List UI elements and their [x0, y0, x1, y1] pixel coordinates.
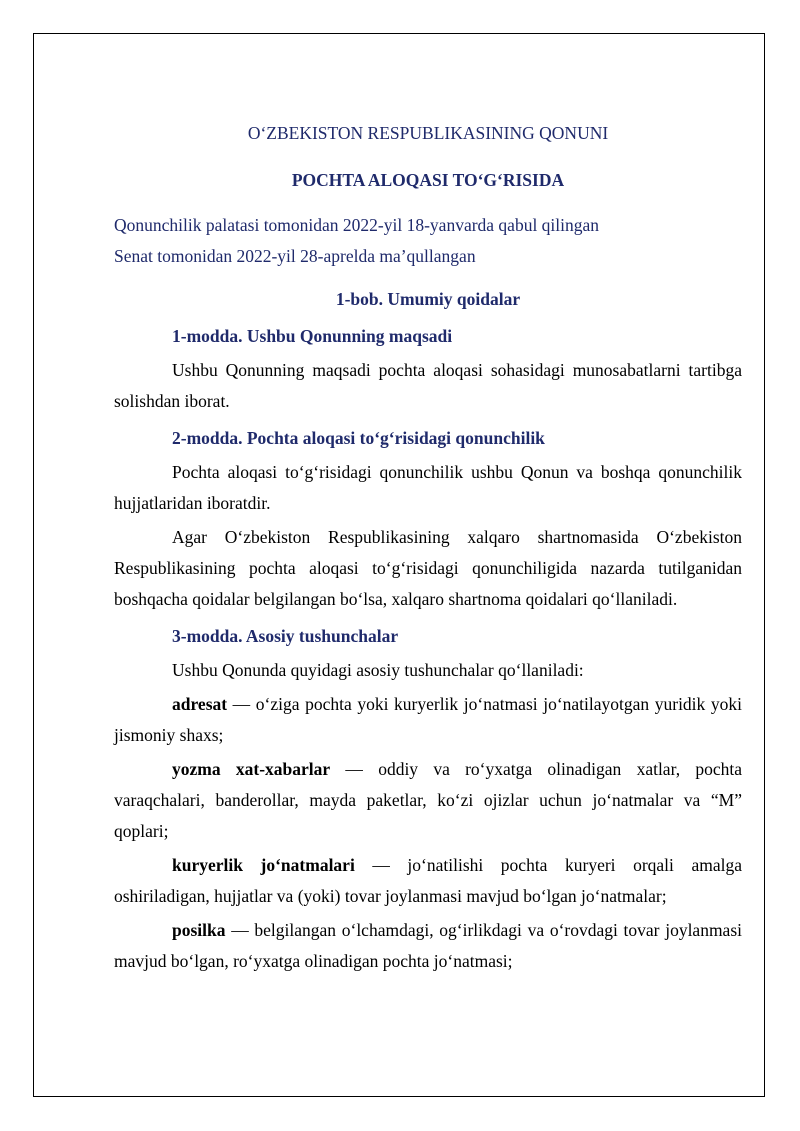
chapter-title: 1-bob. Umumiy qoidalar: [335, 289, 521, 309]
article-paragraph: Ushbu Qonunning maqsadi pochta aloqasi sohasidagi munosabatlarni tartibga solishdan iborat.: [114, 360, 742, 411]
article-title: 1-modda. Ushbu Qonunning maqsadi: [172, 326, 453, 346]
law-heading: O‘ZBEKISTON RESPUBLIKASINING QONUNI: [247, 123, 609, 143]
definition-text: — jo‘natilishi pochta kuryeri orqali amalga oshiriladigan, hujjatlar va (yoki) tovar joylanmasi mavjud bo‘lgan jo‘natmalar;: [114, 855, 742, 906]
definition-item: [114, 850, 742, 912]
adoption-line: Qonunchilik palatasi tomonidan 2022-yil 18-yanvarda qabul qilingan: [114, 215, 600, 235]
definition-item: [114, 689, 742, 751]
definition-item: [114, 915, 742, 977]
article-intro: Ushbu Qonunda quyidagi asosiy tushunchalar qo‘llaniladi:: [172, 660, 584, 680]
definition-term: posilka: [172, 920, 226, 940]
definition-text: — o‘ziga pochta yoki kuryerlik jo‘natmasi jo‘natilayotgan yuridik yoki jismoniy shaxs;: [114, 694, 742, 745]
definition-term: adresat: [172, 694, 228, 714]
definition-term: yozma xat-xabarlar: [172, 759, 331, 779]
definition-item: [114, 754, 742, 847]
law-title: POCHTA ALOQASI TO‘G‘RISIDA: [291, 170, 565, 190]
article-title: 2-modda. Pochta aloqasi to‘g‘risidagi qonunchilik: [172, 428, 545, 448]
definition-text: — belgilangan o‘lchamdagi, og‘irlikdagi va o‘rovdagi tovar joylanmasi mavjud bo‘lgan, ro‘yxatga olinadigan pochta jo‘natmasi;: [114, 920, 742, 971]
article-title: 3-modda. Asosiy tushunchalar: [172, 626, 399, 646]
definition-term: kuryerlik jo‘natmalari: [172, 855, 355, 875]
article-paragraph: Agar O‘zbekiston Respublikasining xalqaro shartnomasida O‘zbekiston Respublikasining pochta aloqasi to‘g‘risidagi qonunchiligida nazarda tutilganidan boshqacha qoidalar belgilangan bo‘lsa, xalqaro shartnoma qoidalari qo‘llaniladi.: [114, 527, 742, 609]
article-paragraph: Pochta aloqasi to‘g‘risidagi qonunchilik ushbu Qonun va boshqa qonunchilik hujjatlaridan iboratdir.: [114, 462, 742, 513]
document-body: [114, 118, 742, 977]
definition-text: — oddiy va ro‘yxatga olinadigan xatlar, pochta varaqchalari, banderollar, mayda paketlar, ko‘zi ojizlar uchun jo‘natmalar va “M” qoplari;: [114, 759, 742, 841]
approval-line: Senat tomonidan 2022-yil 28-aprelda ma’qullangan: [114, 246, 476, 266]
